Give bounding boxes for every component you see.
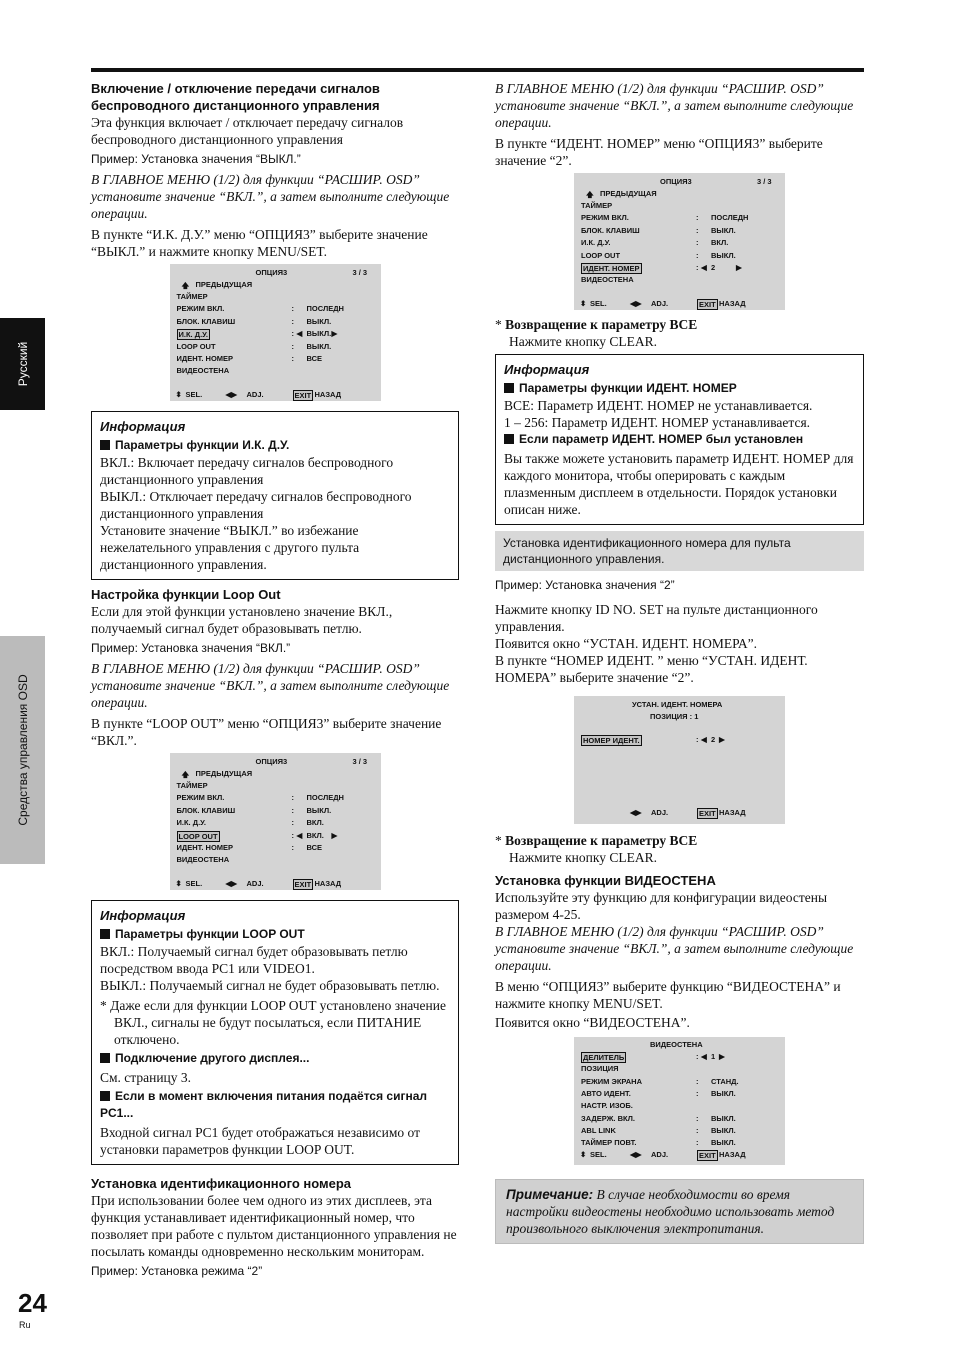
info-title: Информация [100, 419, 186, 434]
osd-row-label: РЕЖИМ ЭКРАНА [581, 1076, 643, 1086]
osd-footer-adj: ADJ. [651, 1150, 669, 1159]
info-subtitle: Параметры функции LOOP OUT [100, 926, 450, 943]
osd-row-label: РЕЖИМ ВКЛ. [176, 304, 225, 314]
osd-row-label: LOOP OUT [581, 250, 621, 260]
italic-instruction: В ГЛАВНОЕ МЕНЮ (1/2) для функции “РАСШИР. OSD” установите значение “ВКЛ.”, а затем выполните следующие операции. [495, 924, 854, 973]
osd-row-value: 1 [711, 1052, 716, 1061]
return-note-title: Возвращение к параметру ВСЕ [505, 317, 698, 332]
section-title-id: Установка идентификационного номера [91, 1176, 352, 1191]
osd-row-label: LOOP OUT [178, 831, 218, 841]
osd-videowall-screen [574, 1037, 785, 1165]
osd-row-label: ABL LINK [581, 1125, 616, 1135]
paragraph: Появится окно “УСТАН. ИДЕНТ. НОМЕРА”. [495, 636, 757, 651]
osd-footer-exit: EXIT [699, 809, 716, 818]
osd-row-value: ВСЕ [306, 354, 323, 363]
osd-row-value: ВЫКЛ. [711, 1125, 736, 1135]
osd-colon: : [291, 316, 294, 326]
example-line: Пример: Установка значения “ВЫКЛ.” [91, 152, 301, 166]
osd-row-value: ВКЛ. [711, 238, 729, 248]
osd-row-label: ДЕЛИТЕЛЬ [583, 1053, 625, 1062]
info-text: Установите значение “ВЫКЛ.” во избежание нежелательного управления с другого пульта дистанционного управления. [100, 523, 360, 572]
osd-colon: : [291, 843, 294, 852]
info-text: ВЫКЛ.: Получаемый сигнал не будет образовывать петлю. [100, 978, 440, 993]
osd-row-label: ТАЙМЕР [581, 201, 613, 210]
right-arrow-icon: ▶ [736, 263, 742, 272]
osd-row-value: ВКЛ. [306, 830, 324, 840]
return-note: * Возвращение к параметру ВСЕ Нажмите кнопку CLEAR. [495, 316, 864, 350]
osd-title: ОПЦИЯ3 [255, 757, 288, 766]
osd-position: ПОЗИЦИЯ : 1 [650, 712, 699, 721]
osd-footer-adj: ADJ. [651, 299, 669, 308]
leftright-arrow-icon: ◀▶ [630, 1150, 642, 1159]
section-title-ir: Включение / отключение передачи сигналов беспроводного дистанционного управления [91, 81, 380, 113]
info-text: 1 – 256: Параметр ИДЕНТ. НОМЕР устанавливается. [504, 415, 811, 430]
osd-row-value: ВСЕ [306, 843, 323, 852]
info-title: Информация [504, 362, 590, 377]
osd-colon: : [696, 1125, 699, 1135]
osd-colon: : [696, 263, 699, 272]
osd-row-label: РЕЖИМ ВКЛ. [176, 793, 225, 803]
osd-footer-sel: SEL. [185, 879, 203, 888]
osd-row-value: 2 [711, 263, 716, 272]
osd-option3-screen-id [574, 173, 785, 310]
osd-colon: : [291, 329, 294, 339]
osd-row-label: НОМЕР ИДЕНТ. [583, 736, 640, 745]
osd-colon: : [696, 1088, 699, 1098]
right-column [495, 80, 864, 1244]
bullet-square-icon [100, 1053, 110, 1063]
info-subtitle: Параметры функции И.К. Д.У. [100, 437, 450, 454]
note-text: В случае необходимости во время настройки видеостены необходимо использовать метод произвольного выключения электропитания. [506, 1187, 835, 1236]
osd-row-label: И.К. Д.У. [581, 238, 611, 248]
up-arrow-icon: 🡅 [181, 770, 190, 779]
osd-footer-back: НАЗАД [719, 1150, 746, 1159]
osd-footer-exit: EXIT [294, 391, 312, 400]
info-text: См. страницу 3. [100, 1070, 192, 1085]
up-arrow-icon: 🡅 [181, 281, 190, 290]
side-tab-section [0, 636, 45, 864]
osd-footer-exit: EXIT [699, 1151, 716, 1160]
osd-idset-screen [574, 696, 785, 824]
page-language: Ru [19, 1320, 31, 1330]
osd-row-label: И.К. Д.У. [178, 330, 208, 340]
bullet-square-icon [100, 929, 110, 939]
osd-page-indicator: 3 / 3 [352, 757, 368, 766]
osd-row-value: ВЫКЛ. [306, 805, 332, 815]
osd-row-label: РЕЖИМ ВКЛ. [581, 213, 629, 223]
paragraph: Используйте эту функцию для конфигурации видеостены размером 4-25. [495, 890, 828, 922]
right-arrow-icon: ▶ [331, 329, 338, 339]
osd-row-value: ВЫКЛ. [711, 1088, 736, 1098]
osd-row-label: ИДЕНТ. НОМЕР [176, 843, 234, 852]
left-arrow-icon: ◀ [296, 329, 303, 339]
left-arrow-icon: ◀ [701, 735, 707, 744]
osd-row-label: ТАЙМЕР [176, 781, 208, 790]
example-line: Пример: Установка значения “ВКЛ.” [91, 641, 291, 655]
osd-footer-sel: SEL. [185, 390, 203, 399]
osd-footer-adj: ADJ. [246, 390, 264, 399]
osd-colon: : [291, 304, 294, 314]
osd-title: ОПЦИЯ3 [660, 177, 692, 186]
leftright-arrow-icon: ◀▶ [630, 808, 642, 817]
osd-row-label: ИДЕНТ. НОМЕР [176, 354, 234, 363]
osd-footer-back: НАЗАД [719, 808, 746, 817]
osd-row-value: ВЫКЛ. [306, 341, 332, 351]
right-arrow-icon: ▶ [331, 830, 338, 840]
osd-row-value: ПОСЛЕДН [306, 793, 344, 803]
osd-colon: : [696, 1138, 699, 1148]
osd-colon: : [696, 1052, 699, 1061]
osd-colon: : [291, 830, 294, 840]
info-text: Входной сигнал PC1 будет отображаться независимо от установки параметров функции LOOP OUT. [100, 1125, 421, 1157]
osd-row-value: ПОСЛЕДН [711, 213, 749, 223]
osd-footer-back: НАЗАД [314, 390, 342, 399]
osd-row-value: ВЫКЛ. [306, 316, 332, 326]
osd-row-value: ВЫКЛ. [711, 1138, 736, 1148]
side-tab-section-label: Средства управления OSD [15, 674, 30, 826]
left-arrow-icon: ◀ [701, 263, 707, 272]
osd-row-label: ИДЕНТ. НОМЕР [583, 264, 640, 273]
osd-footer-exit: EXIT [699, 300, 716, 309]
leftright-arrow-icon: ◀▶ [225, 390, 238, 399]
left-arrow-icon: ◀ [296, 830, 303, 840]
osd-prev-item: ПРЕДЫДУЩАЯ [600, 189, 657, 198]
return-note-text: Нажмите кнопку CLEAR. [509, 850, 657, 865]
info-box-loopout [91, 900, 459, 1165]
osd-page-indicator: 3 / 3 [757, 177, 772, 186]
info-text: ВКЛ.: Получаемый сигнал будет образовывать петлю посредством ввода PC1 или VIDEO1. [100, 944, 408, 976]
osd-row-value: ПОСЛЕДН [306, 304, 344, 314]
osd-colon: : [291, 793, 294, 803]
paragraph: В пункте “НОМЕР ИДЕНТ. ” меню “УСТАН. ИДЕНТ. НОМЕРА” выберите значение “2”. [495, 653, 808, 685]
updown-arrow-icon: ⬍ [580, 299, 587, 308]
bullet-square-icon [100, 1091, 110, 1101]
osd-row-label: БЛОК. КЛАВИШ [176, 316, 236, 326]
osd-row-label: ЗАДЕРЖ. ВКЛ. [581, 1113, 635, 1123]
osd-colon: : [696, 250, 699, 260]
osd-title: ОПЦИЯ3 [255, 268, 288, 277]
osd-footer-sel: SEL. [590, 299, 607, 308]
paragraph: В меню “ОПЦИЯ3” выберите функцию “ВИДЕОСТЕНА” и нажмите кнопку MENU/SET. [495, 979, 841, 1011]
side-tab-language-label: Русский [15, 341, 30, 387]
info-box-id [495, 354, 864, 525]
paragraph: Если для этой функции установлено значение ВКЛ., получаемый сигнал будет образовывать петлю. [91, 604, 393, 636]
left-column [91, 80, 459, 1283]
right-arrow-icon: ▶ [719, 735, 725, 744]
section-title-loopout: Настройка функции Loop Out [91, 587, 281, 602]
osd-colon: : [291, 805, 294, 815]
osd-colon: : [696, 225, 699, 235]
info-text: ВКЛ.: Включает передачу сигналов беспроводного дистанционного управления [100, 455, 394, 487]
updown-arrow-icon: ⬍ [580, 1150, 587, 1159]
info-subtitle: Если параметр ИДЕНТ. НОМЕР был установлен [504, 431, 855, 448]
osd-colon: : [696, 1113, 699, 1123]
osd-row-label: ВИДЕОСТЕНА [176, 366, 230, 376]
osd-row-value: 2 [711, 735, 716, 744]
osd-row-label: БЛОК. КЛАВИШ [581, 225, 640, 235]
return-note-text: Нажмите кнопку CLEAR. [509, 334, 657, 349]
italic-instruction: В ГЛАВНОЕ МЕНЮ (1/2) для функции “РАСШИР. OSD” установите значение “ВКЛ.”, а затем выполните следующие операции. [91, 172, 450, 221]
osd-prev-item: ПРЕДЫДУЩАЯ [195, 280, 253, 289]
info-note: * Даже если для функции LOOP OUT установлено значение ВКЛ., сигналы не будут посылаться, если ПИТАНИЕ отключено. [100, 998, 446, 1047]
osd-prev-item: ПРЕДЫДУЩАЯ [195, 769, 253, 778]
paragraph: В пункте “И.К. Д.У.” меню “ОПЦИЯ3” выберите значение “ВЫКЛ.” и нажмите кнопку MENU/SET. [91, 227, 428, 259]
osd-row-value: ВКЛ. [306, 818, 324, 828]
section-title-videowall: Установка функции ВИДЕОСТЕНА [495, 873, 716, 888]
osd-footer-back: НАЗАД [314, 879, 342, 888]
osd-colon: : [696, 213, 699, 223]
italic-instruction: В ГЛАВНОЕ МЕНЮ (1/2) для функции “РАСШИР. OSD” установите значение “ВКЛ.”, а затем выполните следующие операции. [495, 81, 854, 130]
info-text: ВСЕ: Параметр ИДЕНТ. НОМЕР не устанавливается. [504, 398, 813, 413]
osd-footer-exit: EXIT [294, 880, 312, 889]
paragraph: Эта функция включает / отключает передачу сигналов беспроводного дистанционного управления [91, 115, 404, 147]
info-subtitle: Подключение другого дисплея... [100, 1050, 450, 1067]
leftright-arrow-icon: ◀▶ [630, 299, 642, 308]
osd-colon: : [696, 735, 699, 744]
return-note: * Возвращение к параметру ВСЕ Нажмите кнопку CLEAR. [495, 832, 864, 866]
bullet-square-icon [504, 434, 514, 444]
osd-option3-screen-loopout [170, 753, 381, 890]
osd-page-indicator: 3 / 3 [352, 268, 368, 277]
page-number: 24 [18, 1288, 47, 1318]
osd-colon: : [696, 238, 699, 248]
info-text: Вы также можете установить параметр ИДЕНТ. НОМЕР для каждого монитора, чтобы оперировать с каждым плазменным дисплеем в отдельности. Порядок установки описан ниже. [504, 451, 854, 517]
osd-row-value: СТАНД. [711, 1076, 739, 1086]
osd-row-label: БЛОК. КЛАВИШ [176, 805, 236, 815]
osd-colon: : [291, 341, 294, 351]
paragraph: При использовании более чем одного из этих дисплеев, эта функция устанавливает идентификационный номер, что позволяет при работе с пультом дистанционного управления не посылать команды одновременно нескольким мониторам. [91, 1193, 457, 1259]
osd-footer-adj: ADJ. [651, 808, 669, 817]
osd-footer-adj: ADJ. [246, 879, 264, 888]
info-box-ir [91, 411, 459, 580]
osd-row-value: ВЫКЛ. [711, 225, 736, 235]
osd-colon: : [291, 354, 294, 363]
note-label: Примечание: [506, 1187, 594, 1202]
osd-row-label: ПОЗИЦИЯ [581, 1064, 619, 1074]
info-text: ВЫКЛ.: Отключает передачу сигналов беспроводного дистанционного управления [100, 489, 412, 521]
osd-row-value: ВЫКЛ. [711, 250, 736, 260]
osd-title: УСТАН. ИДЕНТ. НОМЕРА [632, 700, 723, 709]
bullet-square-icon [504, 383, 514, 393]
return-note-title: Возвращение к параметру ВСЕ [505, 833, 698, 848]
left-arrow-icon: ◀ [701, 1052, 707, 1061]
osd-row-label: ТАЙМЕР [176, 292, 208, 301]
osd-row-label: ВИДЕОСТЕНА [581, 275, 634, 285]
paragraph: В пункте “LOOP OUT” меню “ОПЦИЯ3” выберите значение “ВКЛ.”. [91, 716, 442, 748]
paragraph: Появится окно “ВИДЕОСТЕНА”. [495, 1015, 690, 1030]
info-subtitle: Если в момент включения питания подаётся сигнал PC1... [100, 1089, 428, 1120]
gray-heading-box: Установка идентификационного номера для пульта дистанционного управления. [495, 531, 864, 571]
osd-row-label: LOOP OUT [176, 341, 216, 351]
top-rule [91, 68, 864, 72]
osd-colon: : [291, 818, 294, 828]
osd-colon: : [696, 1076, 699, 1086]
osd-row-label: ТАЙМЕР ПОВТ. [581, 1138, 637, 1148]
info-title: Информация [100, 908, 186, 923]
osd-row-value: ВЫКЛ. [711, 1113, 736, 1123]
bullet-square-icon [100, 440, 110, 450]
updown-arrow-icon: ⬍ [175, 390, 182, 399]
paragraph: Нажмите кнопку ID NO. SET на пульте дистанционного управления. [495, 602, 818, 634]
side-tab-language [0, 318, 45, 410]
paragraph: В пункте “ИДЕНТ. НОМЕР” меню “ОПЦИЯ3” выберите значение “2”. [495, 136, 823, 168]
osd-title: ВИДЕОСТЕНА [650, 1040, 703, 1049]
osd-row-label: ВИДЕОСТЕНА [176, 855, 230, 865]
osd-row-value: ВЫКЛ. [306, 329, 332, 339]
osd-footer-sel: SEL. [590, 1150, 607, 1159]
osd-option3-screen-ir [170, 264, 381, 401]
osd-row-label: И.К. Д.У. [176, 818, 206, 828]
example-line: Пример: Установка значения “2” [495, 578, 675, 592]
updown-arrow-icon: ⬍ [175, 879, 182, 888]
osd-row-label: НАСТР. ИЗОБ. [581, 1101, 633, 1111]
osd-row-label: АВТО ИДЕНТ. [581, 1088, 631, 1098]
italic-instruction: В ГЛАВНОЕ МЕНЮ (1/2) для функции “РАСШИР. OSD” установите значение “ВКЛ.”, а затем выполните следующие операции. [91, 661, 450, 710]
leftright-arrow-icon: ◀▶ [225, 879, 238, 888]
up-arrow-icon: 🡅 [586, 190, 594, 199]
osd-footer-back: НАЗАД [719, 299, 746, 308]
right-arrow-icon: ▶ [719, 1052, 725, 1061]
example-line: Пример: Установка режима “2” [91, 1264, 263, 1278]
info-subtitle: Параметры функции ИДЕНТ. НОМЕР [504, 380, 855, 397]
note-box [495, 1179, 864, 1244]
